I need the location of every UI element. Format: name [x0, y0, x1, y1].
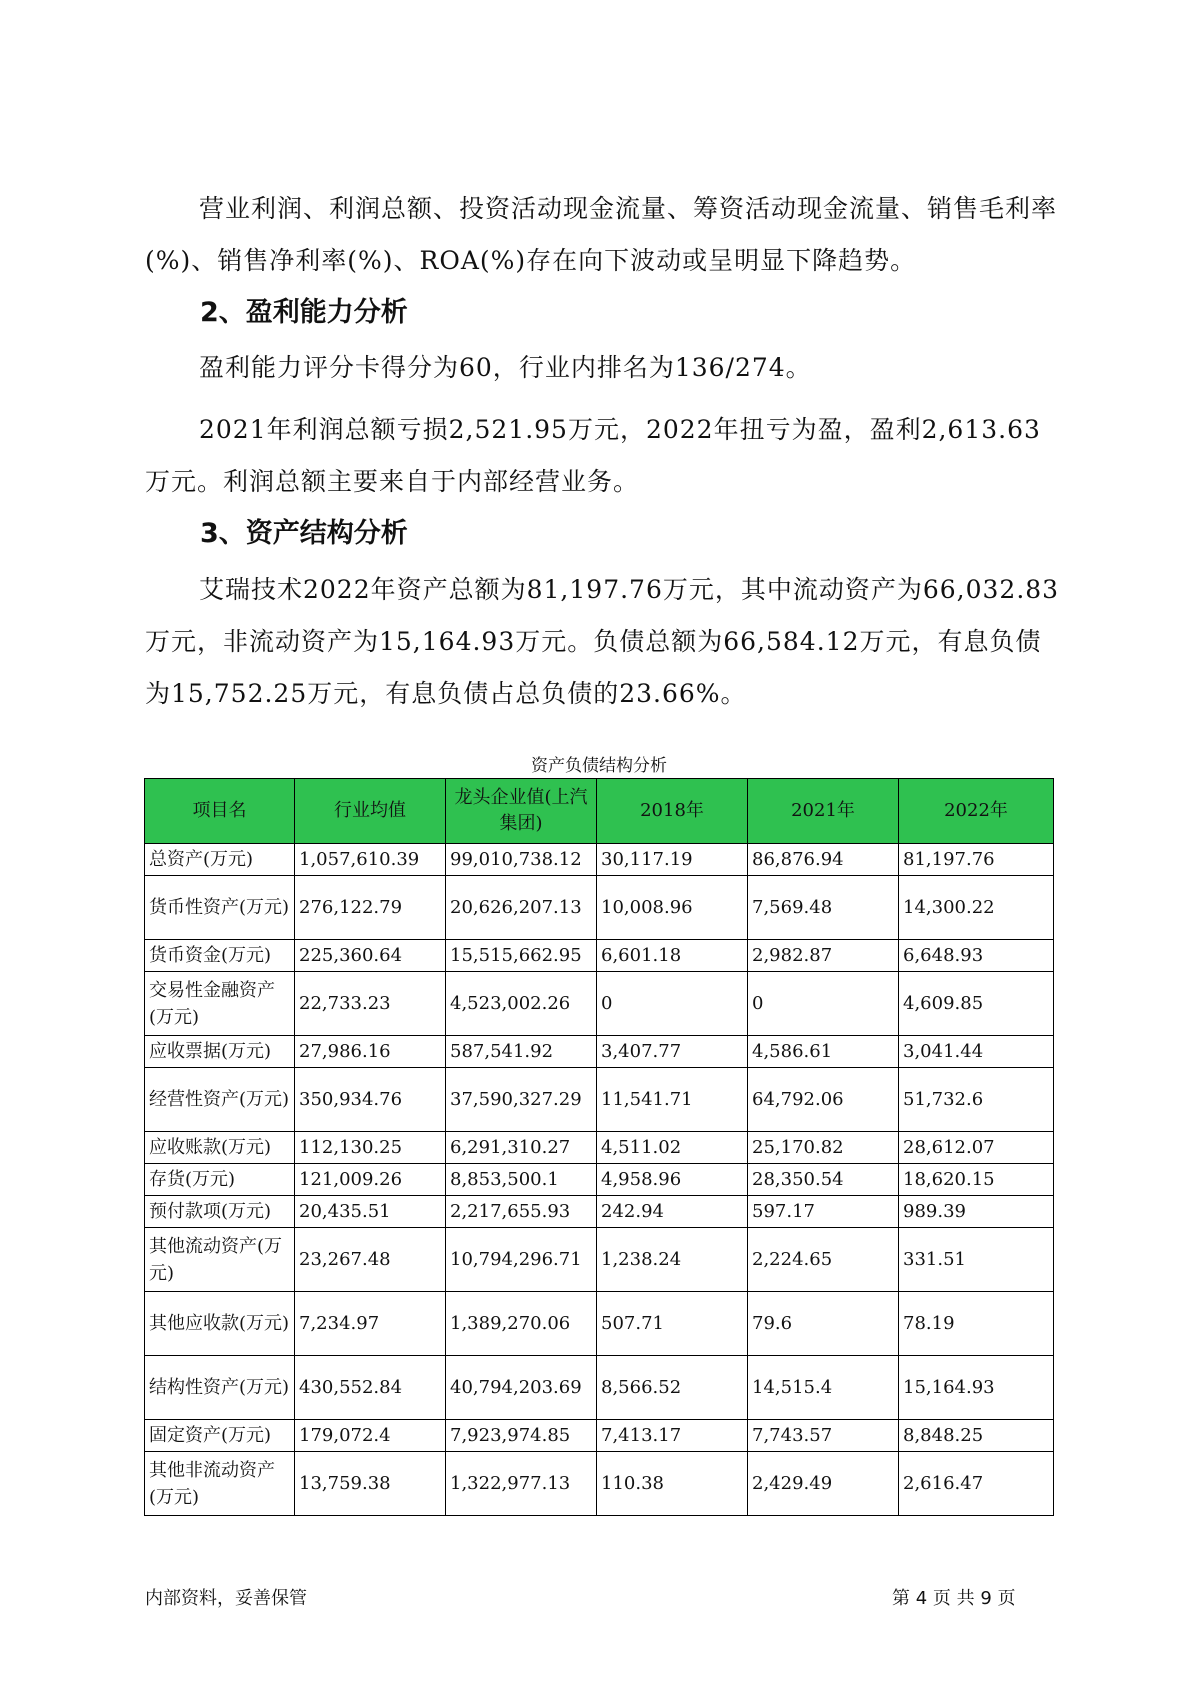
cell-2018: 11,541.71 — [597, 1068, 748, 1132]
table-caption: 资产负债结构分析 — [531, 756, 667, 776]
row-label: 应收票据(万元) — [145, 1036, 295, 1068]
row-label: 固定资产(万元) — [145, 1420, 295, 1452]
paragraph-profitability-score: 盈利能力评分卡得分为60，行业内排名为136/274。 — [199, 353, 812, 382]
paragraph-asset-summary: 艾瑞技术2022年资产总额为81,197.76万元，其中流动资产为66,032.83万元，非流动资产为15,164.93万元。负债总额为66,584.12万元，有息负债为15,752.25万元，有息负债占总负债的23.66%。 — [145, 575, 1060, 708]
table-header-row — [145, 779, 1054, 844]
cell-2022: 8,848.25 — [899, 1420, 1054, 1452]
cell-2021: 14,515.4 — [748, 1356, 899, 1420]
table-row — [145, 1292, 1054, 1356]
table-row — [145, 1132, 1054, 1164]
header-item-name: 项目名 — [145, 779, 295, 844]
cell-2021: 79.6 — [748, 1292, 899, 1356]
section-heading-profitability: 2、盈利能力分析 — [200, 297, 408, 328]
table-row — [145, 1356, 1054, 1420]
row-label: 交易性金融资产(万元) — [145, 972, 295, 1036]
cell-industry-average: 225,360.64 — [295, 940, 446, 972]
row-label: 经营性资产(万元) — [145, 1068, 295, 1132]
row-label: 存货(万元) — [145, 1164, 295, 1196]
cell-leader-value: 1,389,270.06 — [446, 1292, 597, 1356]
cell-2021: 4,586.61 — [748, 1036, 899, 1068]
cell-2018: 110.38 — [597, 1452, 748, 1516]
cell-2021: 2,224.65 — [748, 1228, 899, 1292]
cell-2022: 4,609.85 — [899, 972, 1054, 1036]
cell-2018: 6,601.18 — [597, 940, 748, 972]
cell-leader-value: 40,794,203.69 — [446, 1356, 597, 1420]
cell-industry-average: 23,267.48 — [295, 1228, 446, 1292]
row-label: 其他流动资产(万元) — [145, 1228, 295, 1292]
cell-2022: 28,612.07 — [899, 1132, 1054, 1164]
balance-structure-table — [144, 778, 1054, 1516]
row-label: 结构性资产(万元) — [145, 1356, 295, 1420]
cell-2018: 242.94 — [597, 1196, 748, 1228]
cell-leader-value: 587,541.92 — [446, 1036, 597, 1068]
cell-2018: 10,008.96 — [597, 876, 748, 940]
footer-page-number: 第 4 页 共 9 页 — [892, 1588, 1016, 1609]
cell-2022: 51,732.6 — [899, 1068, 1054, 1132]
cell-2022: 81,197.76 — [899, 844, 1054, 876]
cell-2021: 597.17 — [748, 1196, 899, 1228]
table-row — [145, 1036, 1054, 1068]
cell-2018: 4,958.96 — [597, 1164, 748, 1196]
cell-2021: 2,982.87 — [748, 940, 899, 972]
table-row — [145, 1452, 1054, 1516]
table-row — [145, 1164, 1054, 1196]
cell-2018: 3,407.77 — [597, 1036, 748, 1068]
cell-leader-value: 4,523,002.26 — [446, 972, 597, 1036]
table-row — [145, 844, 1054, 876]
cell-2018: 8,566.52 — [597, 1356, 748, 1420]
table-row — [145, 1196, 1054, 1228]
cell-industry-average: 276,122.79 — [295, 876, 446, 940]
cell-industry-average: 121,009.26 — [295, 1164, 446, 1196]
paragraph-trend-summary: 营业利润、利润总额、投资活动现金流量、筹资活动现金流量、销售毛利率(%)、销售净利率(%)、ROA(%)存在向下波动或呈明显下降趋势。 — [145, 194, 1058, 275]
section-heading-asset-structure: 3、资产结构分析 — [200, 518, 408, 549]
table-row — [145, 972, 1054, 1036]
cell-2018: 4,511.02 — [597, 1132, 748, 1164]
row-label: 其他非流动资产(万元) — [145, 1452, 295, 1516]
cell-2021: 28,350.54 — [748, 1164, 899, 1196]
cell-2018: 507.71 — [597, 1292, 748, 1356]
cell-industry-average: 179,072.4 — [295, 1420, 446, 1452]
cell-2022: 15,164.93 — [899, 1356, 1054, 1420]
cell-2018: 1,238.24 — [597, 1228, 748, 1292]
header-year-2022: 2022年 — [899, 779, 1054, 844]
row-label: 货币性资产(万元) — [145, 876, 295, 940]
cell-2021: 2,429.49 — [748, 1452, 899, 1516]
cell-2022: 78.19 — [899, 1292, 1054, 1356]
table-row — [145, 1068, 1054, 1132]
cell-2018: 0 — [597, 972, 748, 1036]
cell-2022: 18,620.15 — [899, 1164, 1054, 1196]
cell-2021: 86,876.94 — [748, 844, 899, 876]
header-year-2021: 2021年 — [748, 779, 899, 844]
row-label: 总资产(万元) — [145, 844, 295, 876]
cell-2021: 7,743.57 — [748, 1420, 899, 1452]
header-industry-average: 行业均值 — [295, 779, 446, 844]
table-row — [145, 1420, 1054, 1452]
row-label: 其他应收款(万元) — [145, 1292, 295, 1356]
table-row — [145, 940, 1054, 972]
cell-industry-average: 13,759.38 — [295, 1452, 446, 1516]
cell-leader-value: 6,291,310.27 — [446, 1132, 597, 1164]
row-label: 货币资金(万元) — [145, 940, 295, 972]
cell-industry-average: 20,435.51 — [295, 1196, 446, 1228]
cell-leader-value: 99,010,738.12 — [446, 844, 597, 876]
cell-2021: 0 — [748, 972, 899, 1036]
cell-industry-average: 112,130.25 — [295, 1132, 446, 1164]
table-row — [145, 876, 1054, 940]
cell-industry-average: 7,234.97 — [295, 1292, 446, 1356]
paragraph-profit-total: 2021年利润总额亏损2,521.95万元，2022年扭亏为盈，盈利2,613.63万元。利润总额主要来自于内部经营业务。 — [145, 415, 1041, 496]
header-year-2018: 2018年 — [597, 779, 748, 844]
table-row — [145, 1228, 1054, 1292]
cell-industry-average: 22,733.23 — [295, 972, 446, 1036]
cell-leader-value: 20,626,207.13 — [446, 876, 597, 940]
cell-2021: 64,792.06 — [748, 1068, 899, 1132]
cell-leader-value: 15,515,662.95 — [446, 940, 597, 972]
footer-confidential-note: 内部资料，妥善保管 — [145, 1588, 307, 1609]
cell-2021: 7,569.48 — [748, 876, 899, 940]
cell-2018: 7,413.17 — [597, 1420, 748, 1452]
row-label: 应收账款(万元) — [145, 1132, 295, 1164]
cell-leader-value: 37,590,327.29 — [446, 1068, 597, 1132]
row-label: 预付款项(万元) — [145, 1196, 295, 1228]
cell-industry-average: 27,986.16 — [295, 1036, 446, 1068]
header-leader-value: 龙头企业值(上汽集团) — [446, 779, 597, 844]
cell-industry-average: 1,057,610.39 — [295, 844, 446, 876]
cell-2022: 14,300.22 — [899, 876, 1054, 940]
cell-2018: 30,117.19 — [597, 844, 748, 876]
cell-leader-value: 10,794,296.71 — [446, 1228, 597, 1292]
cell-leader-value: 1,322,977.13 — [446, 1452, 597, 1516]
cell-2022: 2,616.47 — [899, 1452, 1054, 1516]
cell-2022: 6,648.93 — [899, 940, 1054, 972]
cell-leader-value: 8,853,500.1 — [446, 1164, 597, 1196]
cell-leader-value: 2,217,655.93 — [446, 1196, 597, 1228]
cell-2021: 25,170.82 — [748, 1132, 899, 1164]
cell-leader-value: 7,923,974.85 — [446, 1420, 597, 1452]
cell-industry-average: 350,934.76 — [295, 1068, 446, 1132]
cell-2022: 331.51 — [899, 1228, 1054, 1292]
cell-2022: 3,041.44 — [899, 1036, 1054, 1068]
cell-industry-average: 430,552.84 — [295, 1356, 446, 1420]
cell-2022: 989.39 — [899, 1196, 1054, 1228]
